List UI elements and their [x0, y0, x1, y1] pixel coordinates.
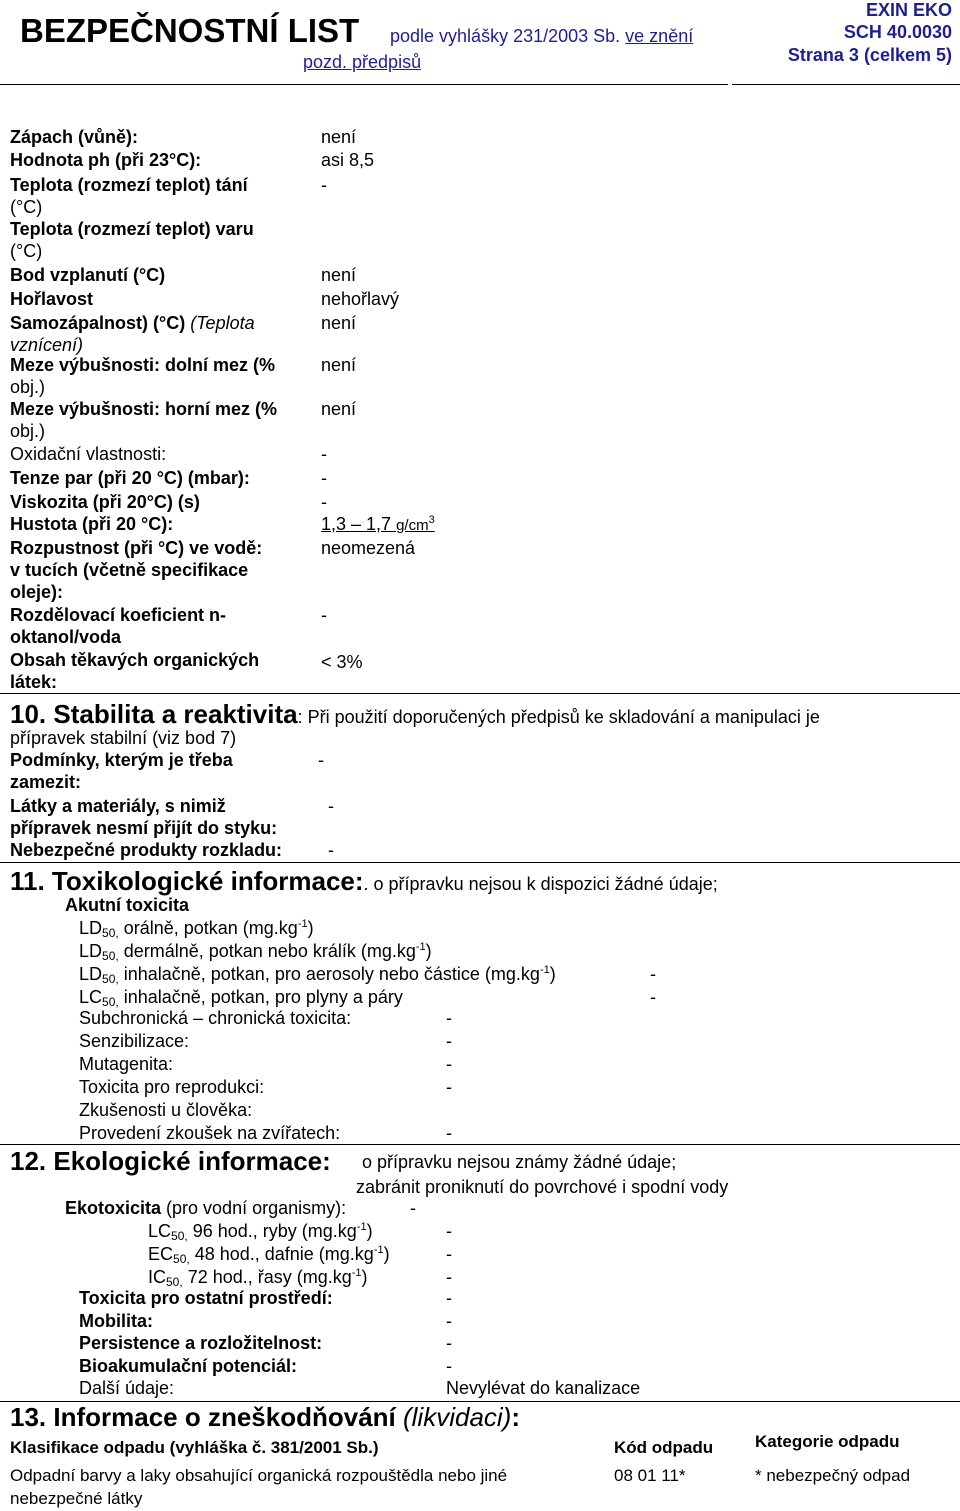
toxicology-item-value: -	[446, 1077, 452, 1097]
toxicology-item-value: -	[446, 1054, 452, 1074]
property-label: Teplota (rozmezí teplot) tání	[10, 175, 248, 195]
toxicology-item-label: Senzibilizace:	[79, 1031, 190, 1051]
ld50-inhalation: $LD_{50,}$ inhalačně, potkan, pro aerosoly nebo částice $(mg.kg^{-1})$	[79, 964, 556, 986]
property-value: 1,3 – 1,7 $g/cm^3$	[321, 514, 435, 534]
property-label: Viskozita (při 20°C) (s)	[10, 492, 200, 512]
ecology-item-value: -	[446, 1355, 452, 1376]
regulation-reference-cont: pozd. předpisů	[303, 52, 422, 72]
waste-code: 08 01 11*	[614, 1466, 686, 1485]
section-10-heading: 10. Stabilita a reaktivita: Při použití doporučených předpisů ke skladování a manipulaci je	[10, 699, 820, 729]
other-info-label: Další údaje:	[79, 1378, 175, 1398]
toxicology-item-label: Provedení zkoušek na zvířatech:	[79, 1123, 341, 1143]
waste-classification-header: Klasifikace odpadu (vyhláška č. 381/2001 Sb.)	[10, 1438, 379, 1457]
property-label-cont: obj.)	[10, 377, 46, 397]
property-label: Zápach (vůně):	[10, 127, 139, 147]
property-value: nehořlavý	[321, 289, 400, 309]
property-label-cont: látek:	[10, 672, 58, 692]
toxicology-item-value: -	[446, 1123, 452, 1143]
waste-category-header: Kategorie odpadu	[755, 1432, 900, 1451]
section-divider	[0, 1144, 960, 1145]
property-label: Obsah těkavých organických	[10, 650, 260, 670]
property-value: není	[321, 355, 357, 375]
s10-materials-label-cont: přípravek nesmí přijít do styku:	[10, 818, 278, 838]
ec50-daphnia-value: -	[446, 1244, 452, 1264]
property-label: Oxidační vlastnosti:	[10, 444, 167, 464]
property-value: asi 8,5	[321, 150, 375, 170]
section-12-intro-cont: zabránit proniknutí do povrchové i spodní vody	[356, 1177, 729, 1197]
property-label: Rozpustnost (při °C) ve vodě:	[10, 538, 263, 558]
property-value: není	[321, 399, 357, 419]
ecology-item-value: -	[446, 1288, 452, 1308]
property-value: není	[321, 127, 357, 147]
property-value: není	[321, 313, 357, 333]
ld50-inhalation-value: -	[650, 964, 656, 984]
property-label: Teplota (rozmezí teplot) varu	[10, 219, 254, 239]
ecology-item-label: Toxicita pro ostatní prostředí:	[79, 1288, 333, 1308]
property-label: Tenze par (při 20 °C) (mbar):	[10, 468, 250, 488]
toxicology-item-value: -	[446, 1008, 452, 1028]
s10-decomposition-value: -	[328, 840, 334, 860]
ld50-oral: $LD_{50,}$ orálně, potkan $(mg.kg^{-1})$	[79, 918, 314, 940]
ecotoxicity-label: Ekotoxicita (pro vodní organismy):	[65, 1198, 347, 1218]
property-label: Hořlavost	[10, 289, 94, 309]
waste-code-header: Kód odpadu	[614, 1438, 714, 1457]
ecology-item-label: Mobilita:	[79, 1310, 153, 1331]
waste-description: Odpadní barvy a laky obsahující organická rozpouštědla nebo jiné	[10, 1466, 508, 1485]
property-value: < 3%	[321, 652, 363, 672]
ld50-dermal: $LD_{50,}$ dermálně, potkan nebo králík $(mg.kg^{-1})$	[79, 941, 432, 963]
section-divider	[0, 693, 960, 694]
property-value: -	[321, 492, 327, 512]
header-divider-right	[732, 84, 960, 85]
ecology-item-label: Persistence a rozložitelnost:	[79, 1333, 323, 1353]
ecology-item-label: Bioakumulační potenciál:	[79, 1355, 298, 1376]
ecology-item-value: -	[446, 1310, 452, 1331]
property-value: není	[321, 265, 357, 285]
ecotoxicity-value: -	[410, 1198, 416, 1218]
s10-conditions-value: -	[318, 750, 324, 770]
toxicology-item-label: Subchronická – chronická toxicita:	[79, 1008, 352, 1028]
property-label: Samozápalnost) (°C) (Teplota	[10, 313, 255, 333]
property-label-cont: oleje):	[10, 582, 64, 602]
property-value: -	[321, 605, 327, 625]
product-name: EXIN EKO	[865, 0, 952, 20]
s10-materials-label: Látky a materiály, s nimiž	[10, 796, 226, 816]
ecology-item-value: -	[446, 1333, 452, 1353]
section-divider	[0, 862, 960, 863]
s10-materials-value: -	[328, 796, 334, 816]
ec50-daphnia: $EC_{50,}$ 48 hod., dafnie $(mg.kg^{-1})$	[148, 1244, 390, 1266]
toxicology-item-label: Mutagenita:	[79, 1054, 174, 1074]
waste-category: * nebezpečný odpad	[755, 1466, 911, 1485]
property-label-cont: v tucích (včetně specifikace	[10, 560, 249, 580]
waste-description-cont: nebezpečné látky	[10, 1489, 143, 1508]
lc50-fish: $LC_{50,}$ 96 hod., ryby $(mg.kg^{-1})$	[148, 1221, 373, 1243]
property-value: -	[321, 468, 327, 488]
property-label-cont: (°C)	[10, 241, 43, 261]
property-label: Hodnota ph (při 23°C):	[10, 150, 202, 170]
ic50-algae: $IC_{50,}$ 72 hod., řasy $(mg.kg^{-1})$	[148, 1267, 368, 1289]
acute-toxicity-label: Akutní toxicita	[65, 895, 190, 915]
s10-decomposition-label: Nebezpečné produkty rozkladu:	[10, 840, 283, 860]
property-label: Rozdělovací koeficient n-	[10, 605, 227, 625]
property-value: -	[321, 175, 327, 195]
property-label: Bod vzplanutí (°C)	[10, 265, 166, 285]
toxicology-item-label: Toxicita pro reprodukci:	[79, 1077, 265, 1097]
lc50-inhalation: $LC_{50,}$ inhalačně, potkan, pro plyny a páry	[79, 987, 403, 1009]
product-code: SCH 40.0030	[843, 22, 952, 42]
regulation-reference: podle vyhlášky 231/2003 Sb. ve znění	[390, 26, 694, 46]
lc50-fish-value: -	[446, 1221, 452, 1241]
header-divider	[0, 84, 728, 85]
ic50-algae-value: -	[446, 1267, 452, 1287]
page-indicator: Strana 3 (celkem 5)	[787, 45, 952, 65]
property-value: -	[321, 444, 327, 464]
property-label: Meze výbušnosti: horní mez (%	[10, 399, 278, 419]
property-label: Hustota (při 20 °C):	[10, 514, 174, 534]
s10-conditions-label: Podmínky, kterým je třeba	[10, 750, 233, 770]
lc50-inhalation-value: -	[650, 987, 656, 1007]
toxicology-item-label: Zkušenosti u člověka:	[79, 1100, 253, 1120]
section-13-heading: 13. Informace o zneškodňování (likvidaci):	[10, 1402, 521, 1432]
property-label: Meze výbušnosti: dolní mez (%	[10, 355, 276, 375]
section-12-intro: o přípravku nejsou známy žádné údaje;	[362, 1152, 677, 1172]
property-label-cont: oktanol/voda	[10, 627, 122, 647]
section-10-intro: přípravek stabilní (viz bod 7)	[10, 728, 237, 748]
section-11-heading: 11. Toxikologické informace:. o přípravku nejsou k dispozici žádné údaje;	[10, 866, 718, 896]
section-12-heading: 12. Ekologické informace:	[10, 1146, 331, 1176]
other-info-value: Nevylévat do kanalizace	[446, 1378, 641, 1398]
property-value: neomezená	[321, 538, 416, 558]
toxicology-item-value: -	[446, 1031, 452, 1051]
s10-conditions-label-cont: zamezit:	[10, 772, 82, 792]
property-label-cont: obj.)	[10, 421, 46, 441]
property-label-cont: (°C)	[10, 197, 43, 217]
property-label-cont: vznícení)	[10, 335, 84, 355]
document-title: BEZPEČNOSTNÍ LIST	[20, 12, 360, 49]
